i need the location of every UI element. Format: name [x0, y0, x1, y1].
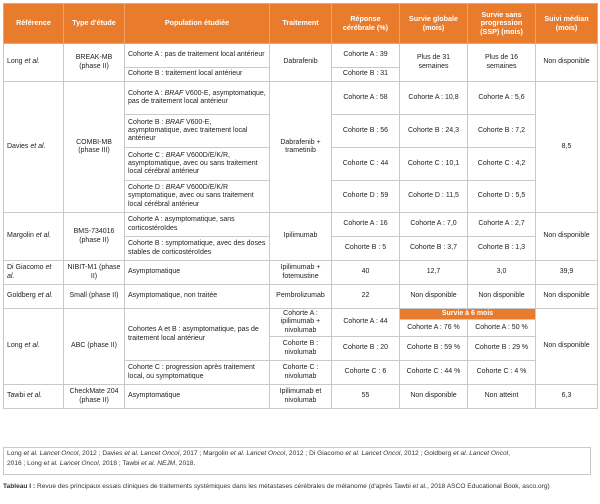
- treatment-cell: Dabrafenib: [270, 44, 332, 82]
- pfs-cell: Cohorte B : 7,2: [468, 115, 536, 148]
- header-cerebral-response: Réponse cérébrale (%): [332, 4, 400, 44]
- study-type-cell: ABC (phase II): [64, 309, 125, 385]
- pfs-cell: Cohorte C : 4,2: [468, 148, 536, 181]
- response-cell: Cohorte A : 44: [332, 309, 400, 337]
- pfs-cell: Cohorte B : 29 %: [468, 337, 536, 361]
- response-cell: Cohorte D : 59: [332, 181, 400, 213]
- followup-cell: Non disponible: [536, 309, 598, 385]
- overall-survival-cell: Non disponible: [400, 385, 468, 409]
- overall-survival-cell: Cohorte C : 44 %: [400, 361, 468, 385]
- response-cell: Cohorte B : 5: [332, 237, 400, 261]
- table-row: [4, 309, 598, 320]
- header-row: [4, 4, 598, 44]
- reference-cell: Di Giacomo et al.: [4, 261, 64, 285]
- header-overall-survival: Survie globale (mois): [400, 4, 468, 44]
- pfs-cell: Cohorte D : 5,5: [468, 181, 536, 213]
- references-line-2: 2016 ; Long et al. Lancet Oncol, 2018 ; Tawbi et al. NEJM, 2018.: [7, 460, 196, 467]
- population-cell: Asymptomatique: [125, 261, 270, 285]
- response-cell: Cohorte A : 58: [332, 82, 400, 115]
- population-cell: Cohorte A : pas de traitement local antérieur: [125, 44, 270, 68]
- pfs-cell: Cohorte B : 1,3: [468, 237, 536, 261]
- followup-cell: Non disponible: [536, 213, 598, 261]
- response-cell: Cohorte C : 6: [332, 361, 400, 385]
- table-row: [4, 385, 598, 409]
- pfs-cell: Plus de 16 semaines: [468, 44, 536, 82]
- reference-cell: Tawbi et al.: [4, 385, 64, 409]
- table-row: [4, 44, 598, 68]
- response-cell: Cohorte A : 16: [332, 213, 400, 237]
- treatment-cell: Pembrolizumab: [270, 285, 332, 309]
- reference-cell: Davies et al.: [4, 82, 64, 213]
- pfs-cell: Non atteint: [468, 385, 536, 409]
- survival-6-months-banner: Survie à 6 mois: [400, 309, 536, 320]
- response-cell: 22: [332, 285, 400, 309]
- response-cell: Cohorte B : 20: [332, 337, 400, 361]
- reference-cell: Margolin et al.: [4, 213, 64, 261]
- study-type-cell: COMBI-MB (phase III): [64, 82, 125, 213]
- population-cell: Cohorte C : BRAF V600D/E/K/R, asymptomatique, avec ou sans traitement local cérébral antérieur: [125, 148, 270, 181]
- population-cell: Cohorte B : BRAF V600-E, asymptomatique, avec traitement local antérieur: [125, 115, 270, 148]
- followup-cell: Non disponible: [536, 44, 598, 82]
- header-pfs: Survie sans progression (SSP) (mois): [468, 4, 536, 44]
- table-caption: Tableau I : Revue des principaux essais cliniques de traitements systémiques dans les métastases cérébrales de mélanome (d'après Tawbi et al., 2018 ASCO Educational Book, asco.org): [3, 483, 550, 490]
- overall-survival-cell: 12,7: [400, 261, 468, 285]
- overall-survival-cell: Cohorte A : 76 %: [400, 320, 468, 337]
- response-cell: 55: [332, 385, 400, 409]
- pfs-cell: Cohorte A : 5,6: [468, 82, 536, 115]
- pfs-cell: 3,0: [468, 261, 536, 285]
- header-population: Population étudiée: [125, 4, 270, 44]
- population-cell: Cohorte A : BRAF V600-E, asymptomatique, pas de traitement local antérieur: [125, 82, 270, 115]
- population-cell: Asymptomatique, non traitée: [125, 285, 270, 309]
- reference-cell: Long et al.: [4, 44, 64, 82]
- overall-survival-cell: Cohorte B : 24,3: [400, 115, 468, 148]
- pfs-cell: Cohorte A : 50 %: [468, 320, 536, 337]
- header-treatment: Traitement: [270, 4, 332, 44]
- pfs-cell: Cohorte C : 4 %: [468, 361, 536, 385]
- treatment-cell: Dabrafenib + trametinib: [270, 82, 332, 213]
- response-cell: Cohorte B : 31: [332, 68, 400, 82]
- clinical-trials-table: [3, 3, 598, 409]
- overall-survival-cell: Plus de 31 semaines: [400, 44, 468, 82]
- overall-survival-cell: Cohorte B : 59 %: [400, 337, 468, 361]
- table-row: [4, 261, 598, 285]
- response-cell: Cohorte A : 39: [332, 44, 400, 68]
- header-reference: Référence: [4, 4, 64, 44]
- table-row: [4, 82, 598, 115]
- followup-cell: 39,9: [536, 261, 598, 285]
- table-row: [4, 213, 598, 237]
- references-line-1: Long et al. Lancet Oncol, 2012 ; Davies et al. Lancet Oncol, 2017 ; Margolin et al. Lancet Oncol, 2012 ; Di Giacomo et al. Lancet Oncol, 2012 ; Goldberg et al. Lancet Oncol,: [7, 450, 510, 457]
- study-type-cell: BREAK-MB (phase II): [64, 44, 125, 82]
- population-cell: Cohorte D : BRAF V600D/E/K/R symptomatique, avec ou sans traitement local cérébral antérieur: [125, 181, 270, 213]
- population-cell: Cohorte A : asymptomatique, sans corticostéroïdes: [125, 213, 270, 237]
- reference-cell: Long et al.: [4, 309, 64, 385]
- treatment-cell: Ipilimumab et nivolumab: [270, 385, 332, 409]
- treatment-cell: Ipilimumab + fotemustine: [270, 261, 332, 285]
- overall-survival-cell: Cohorte A : 7,0: [400, 213, 468, 237]
- study-type-cell: CheckMate 204 (phase II): [64, 385, 125, 409]
- followup-cell: 6,3: [536, 385, 598, 409]
- overall-survival-cell: Cohorte C : 10,1: [400, 148, 468, 181]
- header-median-followup: Suivi médian (mois): [536, 4, 598, 44]
- treatment-cell: Cohorte A : ipilimumab + nivolumab: [270, 309, 332, 337]
- treatment-cell: Cohorte C : nivolumab: [270, 361, 332, 385]
- pfs-cell: Non disponible: [468, 285, 536, 309]
- overall-survival-cell: Non disponible: [400, 285, 468, 309]
- population-cell: Cohorte C : progression après traitement local, ou symptomatique: [125, 361, 270, 385]
- treatment-cell: Cohorte B : nivolumab: [270, 337, 332, 361]
- treatment-cell: Ipilimumab: [270, 213, 332, 261]
- population-cell: Cohorte B : traitement local antérieur: [125, 68, 270, 82]
- response-cell: 40: [332, 261, 400, 285]
- study-type-cell: Small (phase II): [64, 285, 125, 309]
- population-cell: Cohortes A et B : asymptomatique, pas de traitement local antérieur: [125, 309, 270, 361]
- study-type-cell: BMS-734016 (phase II): [64, 213, 125, 261]
- study-type-cell: NIBIT-M1 (phase II): [64, 261, 125, 285]
- response-cell: Cohorte B : 56: [332, 115, 400, 148]
- response-cell: Cohorte C : 44: [332, 148, 400, 181]
- population-cell: Cohorte B : symptomatique, avec des doses stables de corticostéroïdes: [125, 237, 270, 261]
- followup-cell: Non disponible: [536, 285, 598, 309]
- header-study-type: Type d'étude: [64, 4, 125, 44]
- reference-cell: Goldberg et al.: [4, 285, 64, 309]
- overall-survival-cell: Cohorte D : 11,5: [400, 181, 468, 213]
- population-cell: Asymptomatique: [125, 385, 270, 409]
- overall-survival-cell: Cohorte A : 10,8: [400, 82, 468, 115]
- overall-survival-cell: Cohorte B : 3,7: [400, 237, 468, 261]
- references-block: [3, 447, 591, 475]
- pfs-cell: Cohorte A : 2,7: [468, 213, 536, 237]
- followup-cell: 8,5: [536, 82, 598, 213]
- table-row: [4, 285, 598, 309]
